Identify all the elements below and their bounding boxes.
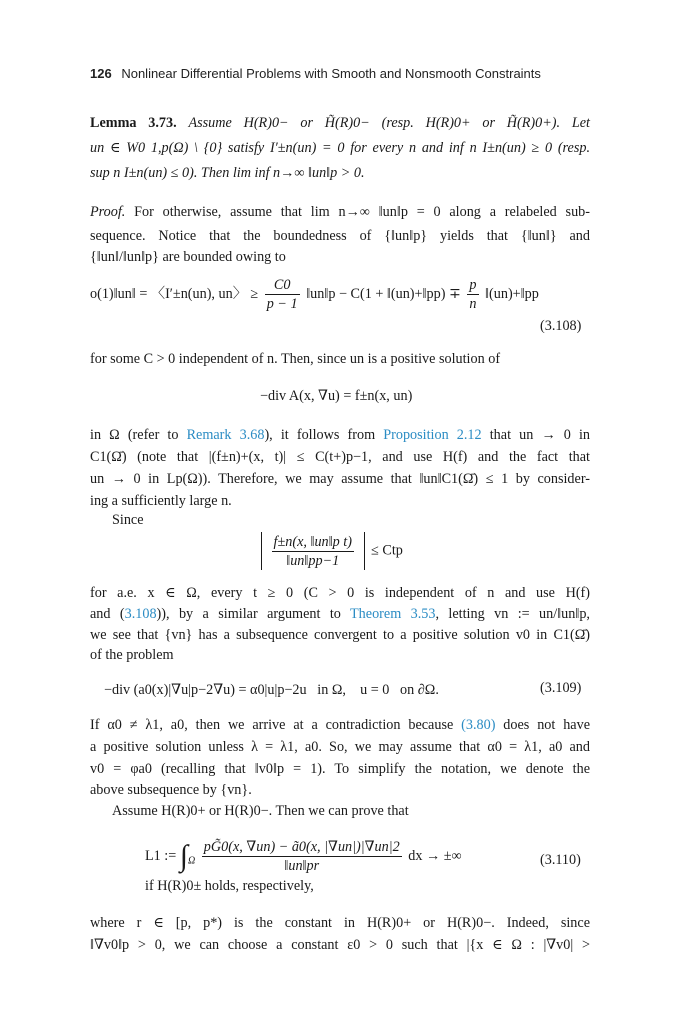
eq-3108-fraction-2: [467, 276, 478, 313]
eq-3-108-link[interactable]: 3.108: [124, 606, 157, 622]
eq-3108-frac2-num: p: [469, 277, 477, 293]
proposition-2-12-link[interactable]: Proposition 2.12: [383, 427, 482, 443]
eq-3108-frac2-den: n: [469, 296, 477, 312]
page-number: 126: [90, 66, 112, 81]
para4-line-4: above subsequence by {vn}.: [90, 782, 252, 798]
since-frac-num: f±n(x, ‖un‖p t): [273, 533, 352, 550]
eq-3110-condition: if H(R)0± holds, respectively,: [145, 878, 314, 894]
remark-3-68-link[interactable]: Remark 3.68: [186, 427, 265, 443]
running-header: [90, 66, 541, 81]
para3-line-1: for a.e. x ∈ Ω, every t ≥ 0 (C > 0 is independent of n and use H(f): [90, 585, 590, 601]
eq-3109-number: (3.109): [540, 680, 582, 696]
para2-line-2: C1(Ω̄) (note that |(f±n)+(x, t)| ≤ C(t+)p−1, and use H(f) and the fact that: [90, 449, 590, 465]
eq-3110-frac-den: ‖un‖pr: [284, 858, 320, 874]
para4-line-3: v0 = φa0 (recalling that ‖v0‖p = 1). To simplify the notation, we denote the: [90, 761, 590, 777]
proof-text-1: For otherwise, assume that lim n→∞ ‖un‖p = 0 along a relabeled sub-: [134, 204, 590, 220]
para2-text-a: in Ω (refer to: [90, 427, 187, 443]
lemma-line-3: sup n I±n(un) ≤ 0). Then lim inf n→∞ ‖un‖p > 0.: [90, 165, 365, 181]
integral-domain: Ω: [188, 855, 196, 867]
eq-3-80-link[interactable]: (3.80): [461, 717, 496, 733]
para2-line-5: Since: [112, 512, 144, 528]
eq-3108-fraction: [265, 276, 300, 313]
abs-bar-right: [364, 532, 365, 570]
eq-3108-number: (3.108): [540, 318, 582, 334]
eq-3108-lhs: o(1)‖un‖ = 〈I′±n(un), un〉 ≥: [90, 285, 259, 302]
para3-text-c: , letting vn := un/‖un‖p,: [435, 606, 590, 622]
para3-line-2: [90, 603, 590, 625]
proof-line-1: [90, 201, 590, 223]
equation-since: [258, 532, 403, 570]
equation-3-109: −div (a0(x)|∇u|p−2∇u) = α0|u|p−2u in Ω, u = 0 on ∂Ω.: [104, 682, 439, 698]
para5-line-1: where r ∈ [p, p*) is the constant in H(R)0+ or H(R)0−. Indeed, since: [90, 915, 590, 931]
equation-3-108: [90, 276, 539, 313]
para3-text-a: and (: [90, 606, 125, 622]
eq-3110-fraction: [202, 838, 402, 875]
lemma-line-1: [90, 112, 590, 134]
equation-div: −div A(x, ∇u) = f±n(x, un): [260, 388, 413, 404]
eq-3110-lhs: L1 :=: [145, 847, 177, 864]
eq-3108-frac-num: C0: [265, 276, 300, 295]
since-frac-den: ‖un‖pp−1: [286, 552, 340, 569]
eq-3108-mid: ‖un‖p − C(1 + ‖(un)+‖pp) ∓: [306, 285, 461, 302]
theorem-3-53-link[interactable]: Theorem 3.53: [350, 606, 436, 622]
para4-text-b: does not have: [495, 717, 590, 733]
para4-line-2: a positive solution unless λ = λ1, a0. So, we may assume that α0 = λ1, a0 and: [90, 739, 590, 755]
para3-line-4: of the problem: [90, 647, 174, 663]
lemma-line-2: un ∈ W0 1,p(Ω) \ {0} satisfy I′±n(un) = 0 for every n and inf n I±n(un) ≥ 0 (resp.: [90, 140, 590, 156]
para2-text-b: ), it follows from: [264, 427, 384, 443]
proof-line-2: sequence. Notice that the boundedness of {‖un‖p} yields that {‖un‖} and: [90, 228, 590, 244]
para4-line-1: [90, 714, 590, 736]
eq-3108-rhs: ‖(un)+‖pp: [485, 285, 539, 302]
integral-sign: ∫: [179, 839, 189, 873]
proof-label: Proof.: [90, 204, 126, 220]
para1-line-1: for some C > 0 independent of n. Then, since un is a positive solution of: [90, 351, 501, 367]
since-fraction: [272, 533, 354, 570]
para2-text-c: that un → 0 in: [481, 427, 591, 443]
eq-3108-frac-den: p − 1: [266, 296, 298, 312]
lemma-text-1: Assume H(R)0− or H̃(R)0− (resp. H(R)0+ or H̃(R)0+). Let: [188, 115, 590, 131]
para5-line-2: ‖∇v0‖p > 0, we can choose a constant ε0 > 0 such that |{x ∈ Ω : |∇v0| >: [90, 937, 590, 953]
para2-line-1: [90, 424, 590, 446]
para2-line-3: un → 0 in Lp(Ω)). Therefore, we may assume that ‖un‖C1(Ω̄) ≤ 1 by consider-: [90, 471, 590, 487]
eq-3110-rhs: dx → ±∞: [408, 847, 462, 864]
para3-text-b: )), by a similar argument to: [156, 606, 351, 622]
para4-text-a: If α0 ≠ λ1, a0, then we arrive at a contradiction because: [90, 717, 462, 733]
equation-3-110: [145, 838, 462, 875]
abs-bar-left: [261, 532, 262, 570]
para4-line-5: Assume H(R)0+ or H(R)0−. Then we can prove that: [112, 803, 409, 819]
proof-line-3: {‖un‖/‖un‖p} are bounded owing to: [90, 249, 286, 265]
para3-line-3: we see that {vn} has a subsequence convergent to a positive solution v0 in C1(Ω̄): [90, 627, 590, 643]
eq-3110-frac-num: pG̃0(x, ∇un) − ã0(x, |∇un|)|∇un|2: [203, 839, 400, 855]
eq-3110-number: (3.110): [540, 852, 581, 868]
running-title: Nonlinear Differential Problems with Smooth and Nonsmooth Constraints: [121, 66, 541, 81]
para2-line-4: ing a sufficiently large n.: [90, 493, 232, 509]
lemma-label: Lemma 3.73.: [90, 115, 177, 131]
since-rhs: ≤ Ctp: [371, 542, 403, 559]
